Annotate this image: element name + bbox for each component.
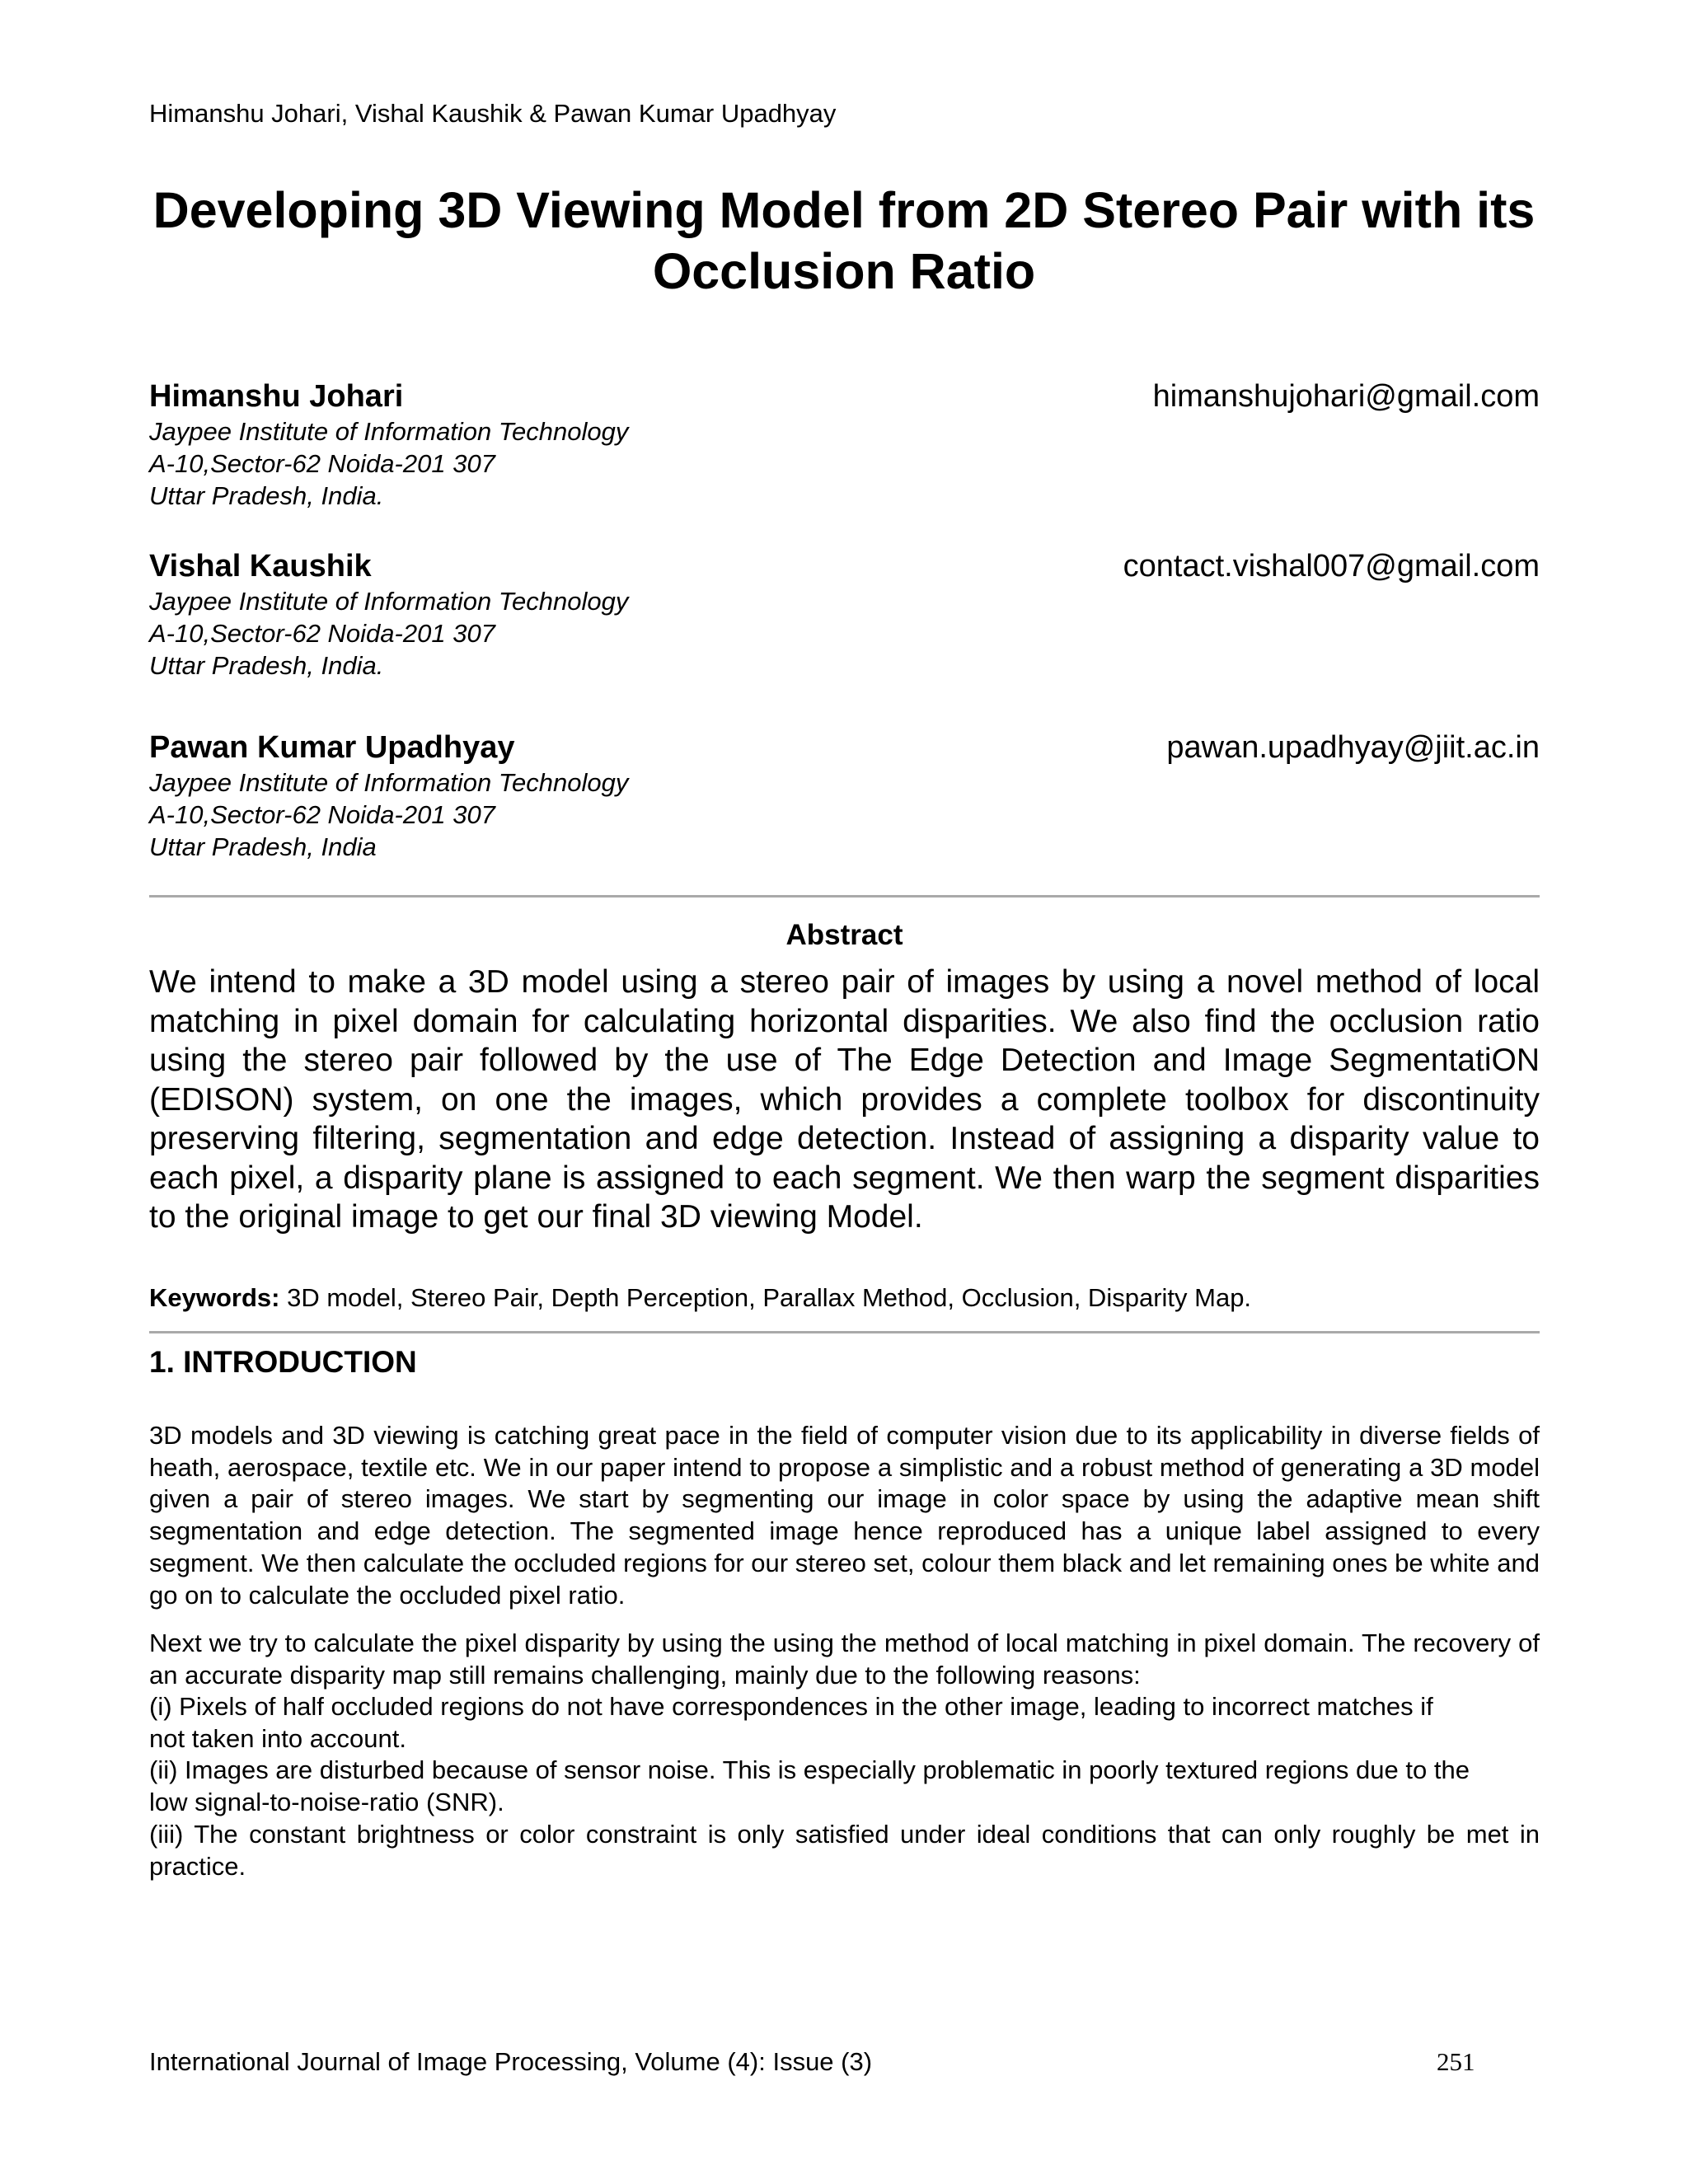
- author-affiliation-line: Uttar Pradesh, India.: [149, 481, 384, 510]
- intro-paragraph-1: 3D models and 3D viewing is catching great pace in the field of computer vision due to its applicability in diverse fields of heath, aerospace, textile etc. We in our paper intend to propose a simplistic and a robust method of generating a 3D model given a pair of stereo images. We start by segmenting our image in color space by using the adaptive mean shift segmentation and edge detection. The segmented image hence reproduced has a unique label assigned to every segment. We then calculate the occluded regions for our stereo set, colour them black and let remaining ones be white and go on to calculate the occluded pixel ratio.: [149, 1421, 1540, 1610]
- author-email: himanshujohari@gmail.com: [1152, 379, 1540, 414]
- author-block: [149, 729, 1540, 863]
- list-item: not taken into account.: [149, 1723, 406, 1753]
- author-affiliation-line: Jaypee Institute of Information Technology: [149, 587, 629, 616]
- author-affiliation-line: A-10,Sector-62 Noida-201 307: [149, 449, 495, 478]
- author-affiliation-line: Uttar Pradesh, India: [149, 832, 377, 861]
- author-affiliation-line: Uttar Pradesh, India.: [149, 651, 384, 680]
- author-name: Himanshu Johari: [149, 379, 404, 414]
- section-heading: 1. INTRODUCTION: [149, 1345, 417, 1379]
- abstract-heading: Abstract: [785, 919, 903, 951]
- abstract-text: We intend to make a 3D model using a stereo pair of images by using a novel method of local matching in pixel domain for calculating horizontal disparities. We also find the occlusion ratio using the stereo pair followed by the use of The Edge Detection and Image SegmentatiON (EDISON) system, on one the images, which provides a complete toolbox for discontinuity preserving filtering, segmentation and edge detection. Instead of assigning a disparity value to each pixel, a disparity plane is assigned to each segment. We then warp the segment disparities to the original image to get our final 3D viewing Model.: [149, 964, 1540, 1235]
- keywords-label: Keywords:: [149, 1283, 280, 1312]
- author-name: Pawan Kumar Upadhyay: [149, 730, 515, 765]
- list-item: (i) Pixels of half occluded regions do not have correspondences in the other image, leading to incorrect matches if: [149, 1692, 1433, 1721]
- page-number: 251: [1437, 2047, 1475, 2076]
- keywords-text: 3D model, Stereo Pair, Depth Perception, Parallax Method, Occlusion, Disparity Map.: [287, 1283, 1252, 1312]
- author-affiliation-line: Jaypee Institute of Information Technology: [149, 417, 629, 446]
- reason-list: [149, 1691, 1540, 1882]
- author-affiliation-line: A-10,Sector-62 Noida-201 307: [149, 619, 495, 648]
- intro-paragraph-2: Next we try to calculate the pixel disparity by using the using the method of local matching in pixel domain. The recovery of an accurate disparity map still remains challenging, mainly due to the following reasons:: [149, 1629, 1540, 1690]
- running-header: Himanshu Johari, Vishal Kaushik & Pawan Kumar Upadhyay: [149, 99, 837, 128]
- author-email: contact.vishal007@gmail.com: [1123, 549, 1540, 583]
- title-line-1: Developing 3D Viewing Model from 2D Stereo Pair with its: [152, 182, 1536, 238]
- paper-title: [124, 180, 1564, 302]
- author-email: pawan.upadhyay@jiit.ac.in: [1166, 730, 1540, 765]
- list-item: (ii) Images are disturbed because of sensor noise. This is especially problematic in poorly textured regions due to the: [149, 1755, 1470, 1785]
- footer-journal: International Journal of Image Processing, Volume (4): Issue (3): [149, 2047, 873, 2076]
- title-line-2: Occlusion Ratio: [652, 243, 1036, 299]
- list-item: low signal-to-noise-ratio (SNR).: [149, 1788, 504, 1817]
- keywords: [149, 1282, 1540, 1315]
- divider: [149, 1331, 1540, 1333]
- author-name: Vishal Kaushik: [149, 549, 372, 583]
- divider: [149, 895, 1540, 898]
- author-block: [149, 547, 1540, 682]
- author-affiliation-line: Jaypee Institute of Information Technology: [149, 768, 629, 797]
- author-affiliation-line: A-10,Sector-62 Noida-201 307: [149, 800, 495, 829]
- list-item: (iii) The constant brightness or color constraint is only satisfied under ideal conditions that can only roughly be met in practice.: [149, 1819, 1540, 1881]
- author-block: [149, 377, 1540, 512]
